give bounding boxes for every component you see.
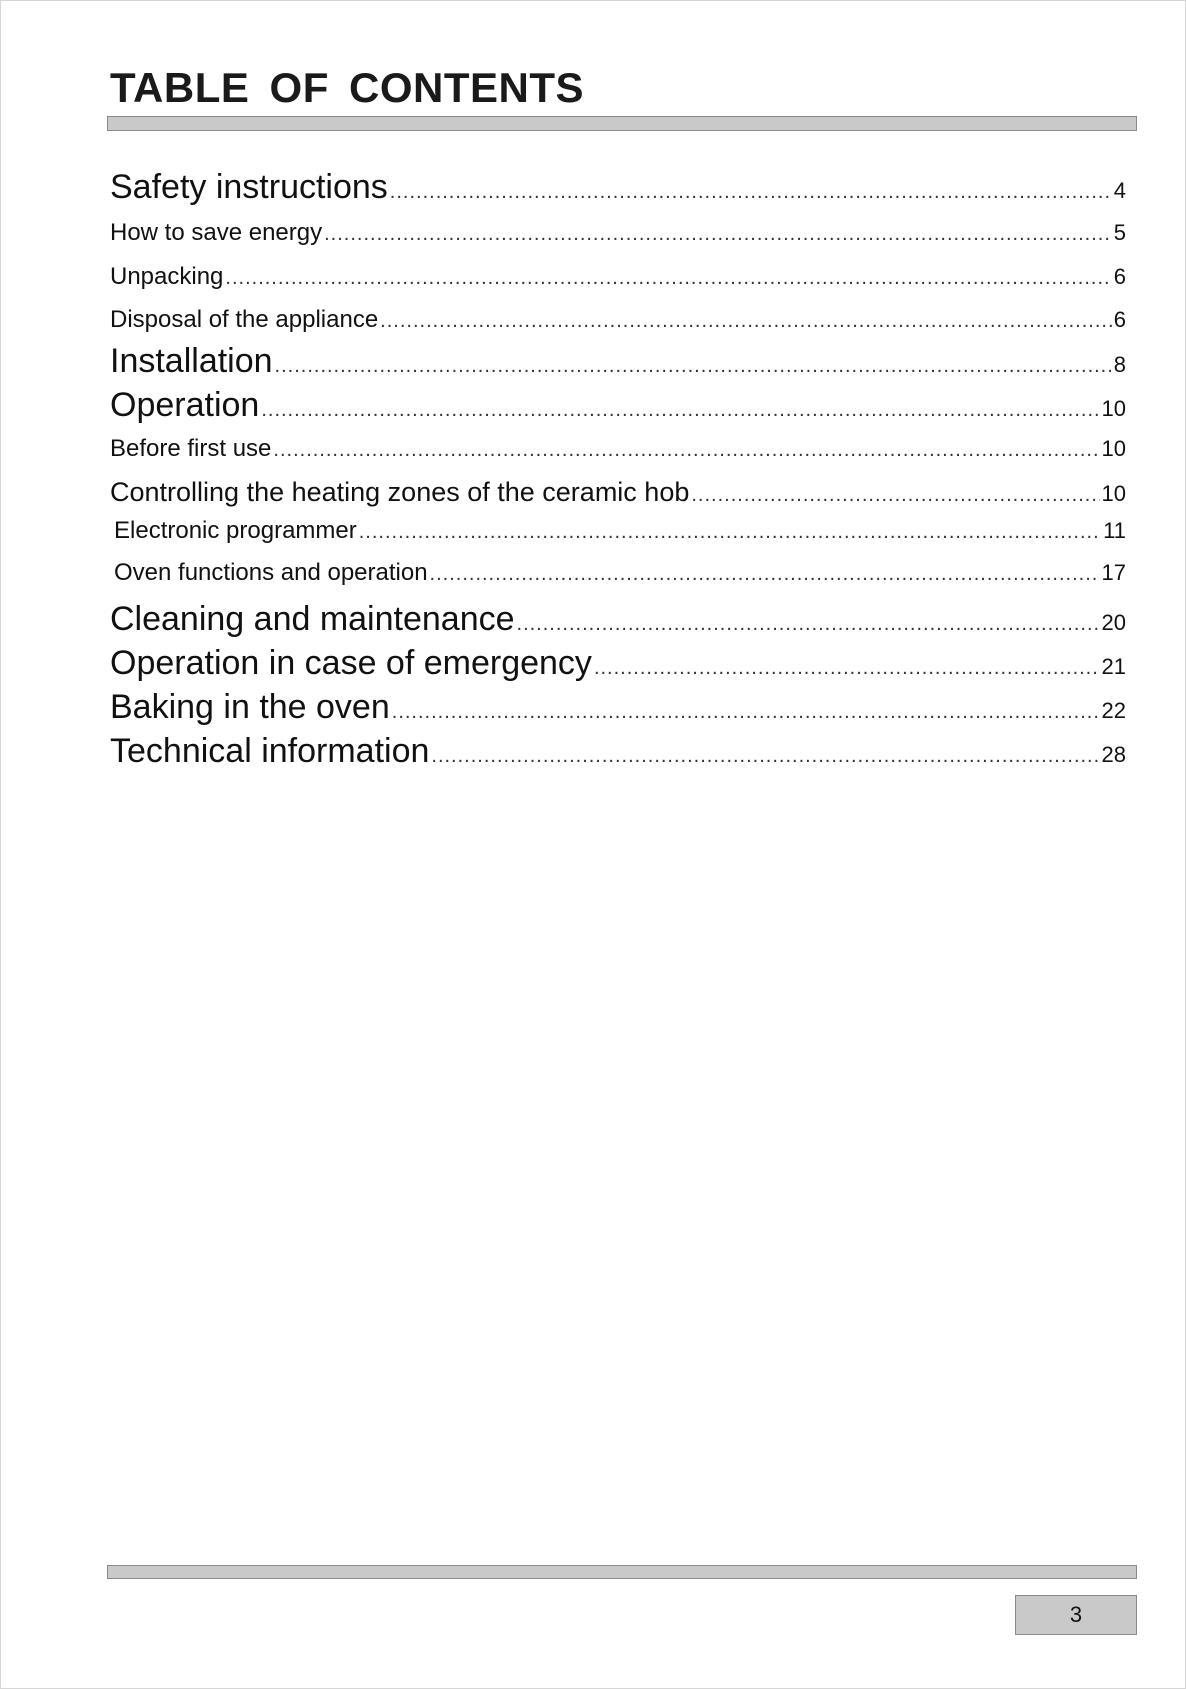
toc-leader-dots <box>691 484 1099 507</box>
toc-entry-page: 4 <box>1113 178 1126 203</box>
toc-leader-dots <box>430 563 1100 586</box>
toc-entry-unpacking[interactable] <box>110 263 1126 291</box>
toc-entry-page: 5 <box>1113 220 1126 245</box>
toc-entry-page: 20 <box>1101 610 1126 635</box>
toc-entry-label: Safety instructions <box>110 168 388 206</box>
page-number: 3 <box>1015 1595 1137 1635</box>
toc-entry-page: 6 <box>1113 264 1126 289</box>
toc-entry-page: 10 <box>1101 396 1126 421</box>
toc-entry-label: Disposal of the appliance <box>110 306 379 333</box>
toc-entry-page: 6 <box>1113 307 1126 332</box>
toc-entry-page: 10 <box>1101 481 1126 506</box>
toc-entry-safety-instructions[interactable] <box>110 168 1126 207</box>
toc-leader-dots <box>390 181 1112 204</box>
footer-divider-bar <box>107 1565 1137 1579</box>
toc-entry-page: 10 <box>1101 436 1126 461</box>
toc-entry-electronic-programmer[interactable] <box>110 517 1126 545</box>
toc-entry-baking-in-the-oven[interactable] <box>110 688 1126 727</box>
page-title: TABLE OF CONTENTS <box>110 64 585 111</box>
toc-leader-dots <box>380 310 1112 333</box>
toc-leader-dots <box>517 613 1100 636</box>
toc-entry-page: 8 <box>1113 352 1126 377</box>
toc-entry-label: Operation <box>110 386 260 424</box>
toc-entry-operation-in-case-of-emergency[interactable] <box>110 644 1126 683</box>
title-divider-bar <box>107 116 1137 131</box>
toc-entry-label: Electronic programmer <box>114 517 357 544</box>
toc-entry-label: Technical information <box>110 732 430 770</box>
toc-entry-controlling-heating-zones[interactable] <box>110 477 1126 508</box>
toc-entry-page: 11 <box>1103 518 1126 543</box>
toc-leader-dots <box>273 439 1099 462</box>
toc-entry-disposal-of-the-appliance[interactable] <box>110 306 1126 334</box>
toc-entry-installation[interactable] <box>110 342 1126 381</box>
toc-entry-cleaning-and-maintenance[interactable] <box>110 600 1126 639</box>
toc-entry-label: Installation <box>110 342 273 380</box>
toc-entry-oven-functions[interactable] <box>110 559 1126 587</box>
toc-entry-page: 22 <box>1101 698 1126 723</box>
toc-entry-page: 17 <box>1101 560 1126 585</box>
toc-entry-how-to-save-energy[interactable] <box>110 219 1126 247</box>
toc-entry-page: 21 <box>1101 654 1126 679</box>
toc-leader-dots <box>392 701 1100 724</box>
toc-entry-label: Baking in the oven <box>110 688 390 726</box>
toc-leader-dots <box>225 267 1111 290</box>
toc-entry-page: 28 <box>1101 742 1126 767</box>
toc-entry-label: How to save energy <box>110 219 323 246</box>
toc-leader-dots <box>594 657 1100 680</box>
toc-entry-label: Controlling the heating zones of the ceramic hob <box>110 477 690 507</box>
toc-entry-label: Cleaning and maintenance <box>110 600 515 638</box>
toc-leader-dots <box>431 745 1099 768</box>
toc-entry-technical-information[interactable] <box>110 732 1126 771</box>
toc-entry-label: Unpacking <box>110 263 224 290</box>
toc-leader-dots <box>324 223 1112 246</box>
toc-leader-dots <box>275 355 1112 378</box>
toc-entry-label: Operation in case of emergency <box>110 644 592 682</box>
toc-entry-operation[interactable] <box>110 386 1126 425</box>
toc-entry-before-first-use[interactable] <box>110 435 1126 463</box>
toc-leader-dots <box>359 521 1101 544</box>
toc-entry-label: Oven functions and operation <box>114 559 428 586</box>
toc-entry-label: Before first use <box>110 435 272 462</box>
toc-leader-dots <box>261 399 1099 422</box>
